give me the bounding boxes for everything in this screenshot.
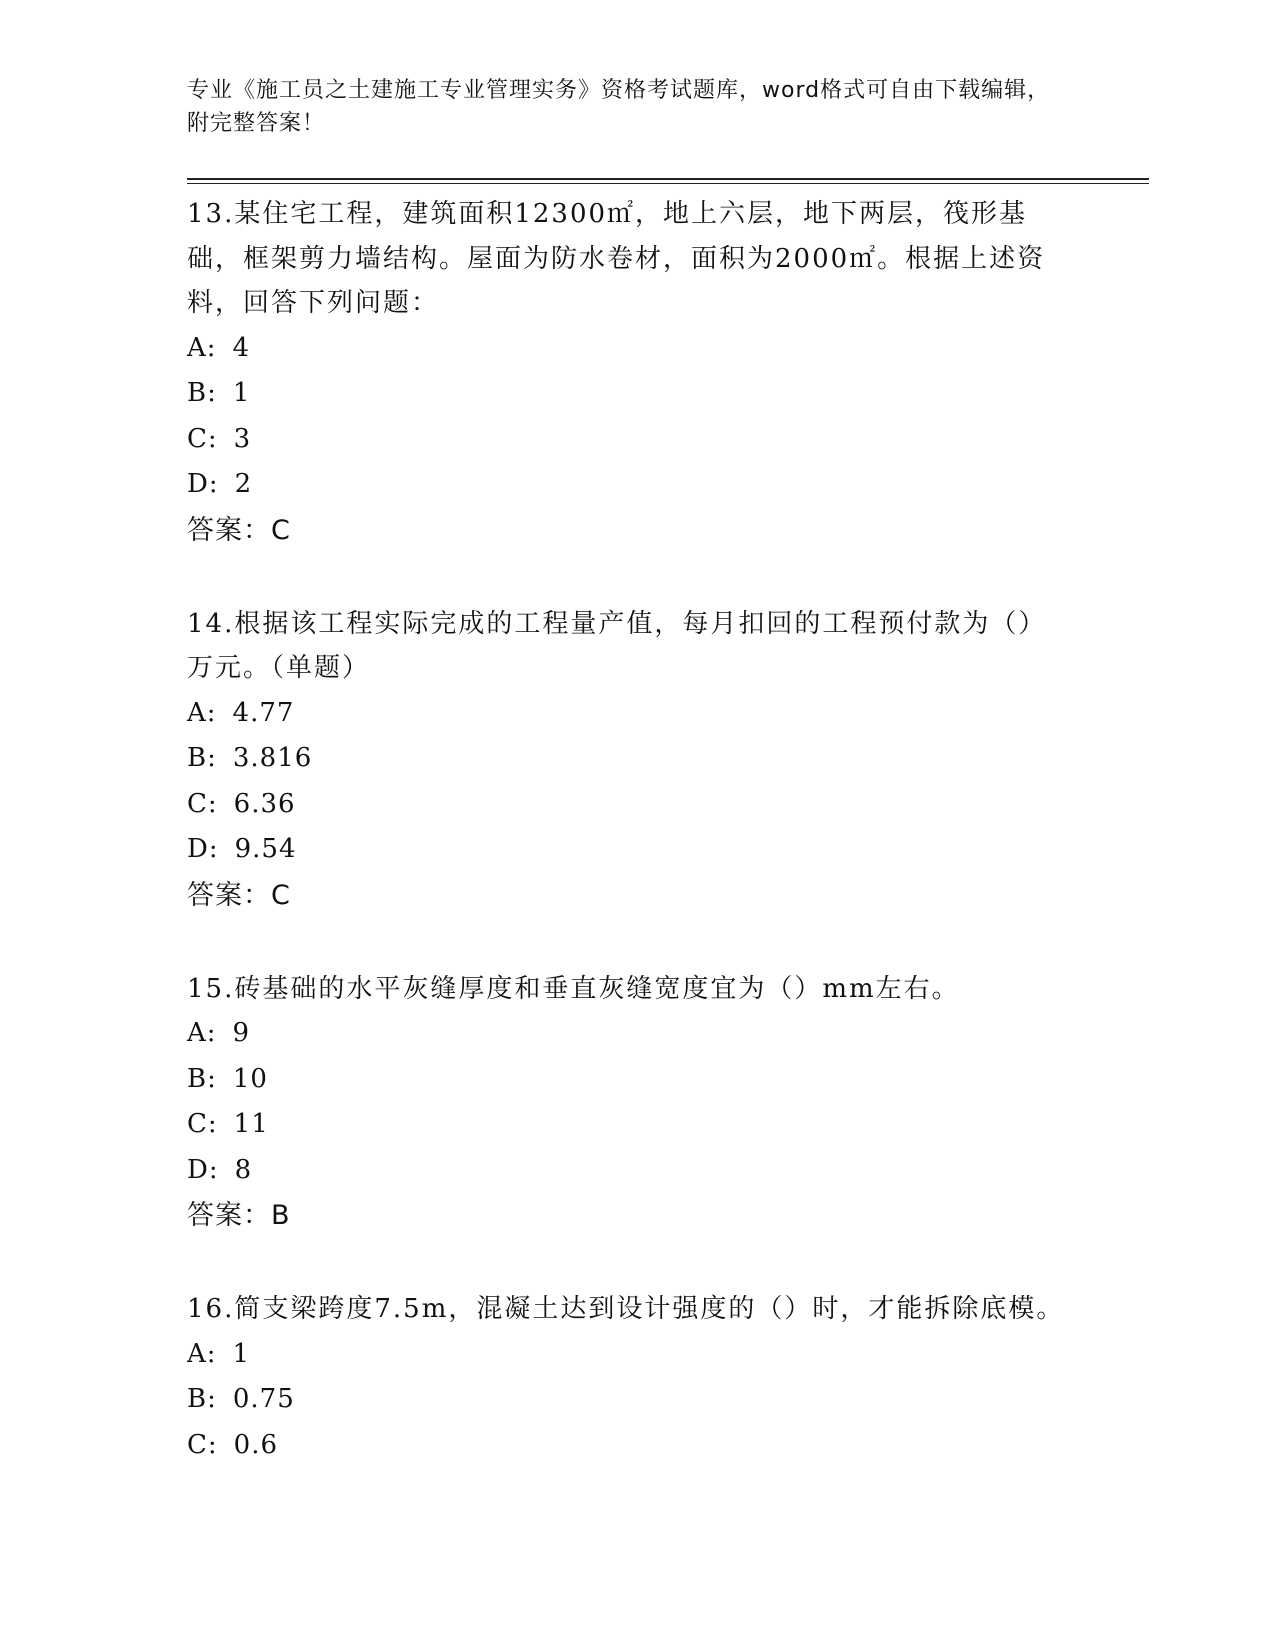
option-c xyxy=(187,417,1067,463)
answer-line: 答案：C xyxy=(187,514,291,546)
option-d xyxy=(187,462,1067,508)
option-value: 0.6 xyxy=(233,1429,279,1460)
option-a xyxy=(187,326,1067,372)
option-letter: C: xyxy=(187,423,218,454)
option-value: 1 xyxy=(232,1338,251,1369)
option-letter: B: xyxy=(187,378,217,408)
option-value: 4.77 xyxy=(232,697,295,728)
question-15 xyxy=(187,967,1067,1239)
question-14 xyxy=(187,602,1067,918)
option-c xyxy=(187,1102,1067,1148)
option-letter: B: xyxy=(187,1063,217,1094)
option-value: 6.36 xyxy=(233,788,296,819)
option-d xyxy=(187,1148,1067,1194)
option-value: 4 xyxy=(232,332,251,363)
option-letter: D: xyxy=(187,1154,219,1185)
answer-line: 答案：C xyxy=(187,879,291,911)
question-13 xyxy=(187,192,1067,553)
option-c xyxy=(187,1423,1067,1469)
option-letter: C: xyxy=(187,788,218,819)
option-b xyxy=(187,1377,1067,1423)
question-list xyxy=(187,192,1067,1517)
question-16 xyxy=(187,1287,1067,1468)
question-stem: 15.砖基础的水平灰缝厚度和垂直灰缝宽度宜为（）mm左右。 xyxy=(187,973,960,1004)
option-letter: D: xyxy=(187,469,219,499)
option-b xyxy=(187,1057,1067,1103)
option-value: 10 xyxy=(232,1063,268,1094)
option-value: 9 xyxy=(232,1018,251,1048)
option-value: 8 xyxy=(234,1154,253,1185)
option-a xyxy=(187,691,1067,737)
option-letter: B: xyxy=(187,743,217,773)
option-value: 11 xyxy=(233,1109,269,1139)
option-letter: A: xyxy=(187,697,217,728)
header-divider-thin xyxy=(187,183,1149,184)
option-letter: C: xyxy=(187,1109,218,1139)
question-stem: 13.某住宅工程，建筑面积12300㎡，地上六层，地下两层，筏形基础，框架剪力墙结构。屋面为防水卷材，面积为2000㎡。根据上述资料，回答下列问题： xyxy=(187,199,1046,318)
option-a xyxy=(187,1011,1067,1057)
option-b xyxy=(187,371,1067,417)
option-value: 2 xyxy=(234,469,253,499)
option-value: 0.75 xyxy=(232,1384,295,1414)
option-value: 1 xyxy=(232,378,251,408)
option-letter: B: xyxy=(187,1384,217,1414)
answer-line: 答案：B xyxy=(187,1200,291,1231)
option-letter: A: xyxy=(187,1338,217,1369)
option-b xyxy=(187,736,1067,782)
question-stem: 14.根据该工程实际完成的工程量产值，每月扣回的工程预付款为（）万元。（单题） xyxy=(187,608,1047,683)
option-letter: D: xyxy=(187,834,219,864)
option-value: 9.54 xyxy=(234,834,297,864)
option-letter: C: xyxy=(187,1429,218,1460)
option-d xyxy=(187,827,1067,873)
option-a xyxy=(187,1332,1067,1378)
option-value: 3 xyxy=(233,423,252,454)
option-letter: A: xyxy=(187,1018,217,1048)
document-header: 专业《施工员之土建施工专业管理实务》资格考试题库，word格式可自由下载编辑，附完整答案！ xyxy=(187,78,1051,136)
header-divider-thick xyxy=(187,178,1149,180)
option-letter: A: xyxy=(187,332,217,363)
option-value: 3.816 xyxy=(232,743,313,773)
question-stem: 16.简支梁跨度7.5m，混凝土达到设计强度的（）时，才能拆除底模。 xyxy=(187,1294,1065,1324)
option-c xyxy=(187,782,1067,828)
